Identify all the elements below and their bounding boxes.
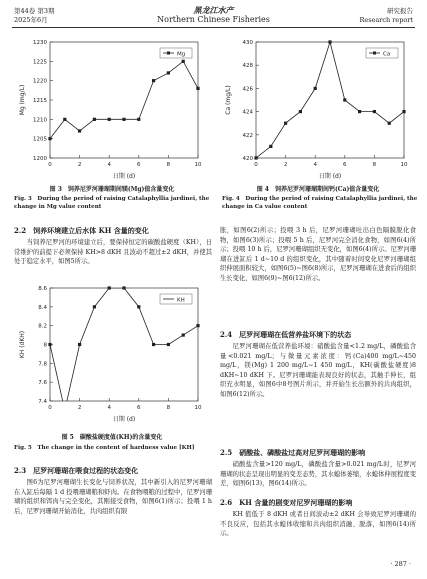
data-point: [254, 156, 257, 159]
x-tick-label: 8: [372, 162, 377, 168]
y-axis-label: KH (dKH): [19, 330, 26, 359]
series-line: [50, 61, 198, 138]
x-tick-label: 10: [194, 405, 202, 411]
x-tick-label: 4: [107, 405, 111, 411]
data-point: [152, 343, 155, 346]
legend-label: Ca: [383, 51, 391, 58]
x-axis-label: 日期 (d): [112, 173, 136, 180]
right-top-paragraph: 胀，如图6(2)所示；投喂 3 h 后，尼罗河珊瑚吐出白色隔膜脱化食物，如图6(3)所示；投喂 5 h 后，尼罗河完全消化食物，如图6(4)所示；投喂 10 h 后，尼罗河珊瑚组织无变化，如图6(4)所示。尼罗河珊瑚在进缸后 1 d~10 d 的组织变化，其中随着时间变化尼罗河珊瑚组织伸展面积较大，如图6(5)~图6(8)所示，尼罗河珊瑚在进食后的组织生长变化，如图6(9)~图6(12)所示。: [220, 227, 416, 282]
kh-chart: [16, 282, 206, 427]
x-tick-label: 4: [107, 162, 111, 168]
data-point: [167, 71, 170, 74]
y-tick-label: 422: [242, 132, 253, 139]
y-tick-label: 1210: [33, 117, 47, 124]
y-tick-label: 1230: [33, 40, 47, 46]
x-tick-label: 2: [283, 162, 288, 168]
data-point: [108, 118, 111, 121]
series-line: [256, 42, 404, 158]
data-point: [196, 87, 199, 90]
section-2-3-heading: 2.3 尼罗河珊瑚在喂食过程的状态变化: [14, 466, 139, 475]
legend-label: Mg: [177, 51, 186, 58]
data-point: [167, 343, 170, 346]
data-point: [63, 118, 66, 121]
section-2-3-body: [14, 478, 212, 516]
data-point: [343, 98, 346, 101]
data-point: [78, 343, 81, 346]
section-2-4-body: [220, 342, 416, 400]
section-2-2-body: [14, 238, 212, 267]
data-point: [358, 110, 361, 113]
y-tick-label: 430: [242, 40, 253, 46]
x-tick-label: 10: [194, 162, 202, 168]
data-point: [93, 118, 96, 121]
header-rule: [12, 27, 415, 28]
data-point: [152, 79, 155, 82]
mg-chart: [16, 36, 206, 184]
data-point: [269, 145, 272, 148]
y-axis-label: Ca (mg/L): [225, 85, 232, 115]
ca-chart: [222, 36, 412, 184]
section-2-2-paragraph: 当饲养尼罗河的环境建立后，要保持恒定的碳酸盐硬度（KH），日常维护的前提下必须保持 KH>8 dKH 且波动不超过±2 dKH，并使其处于稳定水平，如图5所示。: [14, 239, 212, 266]
right-top-body: [220, 226, 416, 284]
volume-label: 第44卷 第3期: [14, 7, 55, 15]
section-2-3-paragraph: 图6为尼罗河珊瑚生长变化与饲养状况，其中新引入的尼罗河珊瑚在入缸后每隔 1 d 投喂珊瑚粮和虾肉。在食物喂粮的过程中，尼罗河珊瑚的组织和饵肉与完全变化，其刚接受食物，如图6(1)所示；投喂 1 h 后，尼罗河珊瑚开始消化，共肉组织有限: [14, 479, 212, 515]
fig5-caption-en: Fig. 5 The change in the content of hardness value [KH]: [14, 445, 195, 451]
y-tick-label: 8.4: [38, 304, 47, 311]
data-point: [284, 122, 287, 125]
data-point: [48, 343, 51, 346]
y-tick-label: 1205: [33, 136, 47, 143]
data-point: [196, 324, 199, 327]
y-tick-label: 8: [43, 342, 47, 349]
y-tick-label: 1200: [33, 156, 47, 162]
type-en: Research report: [359, 16, 413, 24]
series-line: [50, 288, 198, 410]
x-tick-label: 0: [48, 405, 52, 411]
section-2-2-heading: 2.2 饲养环境建立后水体 KH 含量的变化: [14, 226, 149, 235]
section-2-5-heading: 2.5 硝酸盐、磷酸盐过高对尼罗河珊瑚的影响: [220, 448, 366, 457]
data-point: [182, 333, 185, 336]
section-2-6-paragraph: KH 值低于 8 dKH 或者日间波动±2 dKH 会导致尼罗河珊瑚的不良反应，包括其水螅体收缩和共肉组织消融、脱落，如图6(14)所示。: [220, 511, 416, 538]
data-point: [122, 286, 125, 289]
fig3-caption-en: Fig. 3 During the period of raising Catalaphyllia jardinei, the change in Mg value content: [14, 196, 210, 210]
y-tick-label: 428: [242, 63, 253, 70]
plot-frame: [50, 288, 198, 401]
x-axis-label: 日期 (d): [318, 173, 342, 180]
section-2-5-body: [220, 460, 416, 489]
fig5-caption-cn: 图 5 碳酸盐硬度值(KH)的含量变化: [61, 434, 163, 441]
y-tick-label: 420: [242, 156, 253, 162]
data-point: [388, 122, 391, 125]
x-tick-label: 10: [400, 162, 408, 168]
x-tick-label: 4: [313, 162, 317, 168]
data-point: [78, 129, 81, 132]
x-tick-label: 2: [77, 405, 82, 411]
y-axis-label: Mg (mg/L): [19, 84, 26, 116]
y-tick-label: 424: [242, 109, 253, 116]
x-tick-label: 2: [77, 162, 82, 168]
fig4-caption-en: Fig. 4 During the period of raising Catalaphyllia jardinei, the change in Ca value content: [222, 196, 418, 210]
y-tick-label: 426: [242, 86, 253, 93]
legend-marker: [167, 52, 170, 55]
page-number: · 287 ·: [390, 560, 411, 568]
x-tick-label: 0: [254, 162, 258, 168]
fig3-caption-cn: 图 3 饲养尼罗河珊瑚期间镁(Mg)值含量变化: [49, 186, 175, 193]
fig4-caption-cn: 图 4 饲养尼罗河珊瑚期间钙(Ca)值含量变化: [256, 186, 380, 193]
y-tick-label: 8.2: [38, 323, 47, 330]
data-point: [137, 305, 140, 308]
plot-frame: [256, 42, 404, 158]
data-point: [122, 118, 125, 121]
legend-marker: [373, 52, 376, 55]
data-point: [402, 110, 405, 113]
data-point: [373, 110, 376, 113]
data-point: [314, 87, 317, 90]
section-2-4-heading: 2.4 尼罗河珊瑚在低营养盐环境下的状态: [220, 330, 352, 339]
x-tick-label: 6: [137, 405, 141, 411]
x-tick-label: 6: [343, 162, 347, 168]
x-axis-label: 日期 (d): [112, 416, 136, 423]
data-point: [182, 60, 185, 63]
journal-en: Northern Chinese Fisheries: [157, 15, 270, 24]
date-label: 2025年6月: [14, 16, 48, 24]
data-point: [108, 286, 111, 289]
y-tick-label: 7.8: [38, 361, 47, 368]
section-2-6-body: [220, 510, 416, 539]
y-tick-label: 1225: [33, 59, 47, 66]
data-point: [137, 118, 140, 121]
y-tick-label: 7.4: [38, 399, 47, 405]
y-tick-label: 1215: [33, 98, 47, 104]
y-tick-label: 1220: [33, 78, 47, 85]
data-point: [93, 305, 96, 308]
section-2-4-paragraph: 尼罗河珊瑚在低营养盐环境：硝酸盐含量<1.2 mg/L，磷酸盐含量<0.021 mg/L；与微量元素浓度：钙(Ca)400 mg/L~450 mg/L，镁(Mg) 1 200 mg/L~1 450 mg/L，KH(碳酸盐硬度)8 dKH~10 dKH 下。尼罗河珊瑚能表现良好的状态，其触手伸长，组织充水明显，如图6中8号图片所示，并开始生长出额外的共肉组织，如图6(12)所示。: [220, 343, 416, 398]
type-cn: 研究报告: [387, 7, 413, 15]
x-tick-label: 8: [166, 162, 171, 168]
legend-label: KH: [177, 297, 185, 304]
y-tick-label: 8.6: [38, 286, 47, 292]
y-tick-label: 7.6: [38, 380, 47, 387]
data-point: [48, 137, 51, 140]
section-2-5-paragraph: 硝酸盐含量>120 mg/L，磷酸盐含量>0.021 mg/L时，尼罗河珊瑚的状态呈现出明显的变差态势，其水螅体萎缩，水螅体伸展程度变差，如图6(13)，图6(14)所示。: [220, 461, 416, 488]
section-2-6-heading: 2.6 KH 含量的剧变对尼罗河珊瑚的影响: [220, 498, 353, 507]
data-point: [328, 40, 331, 43]
x-tick-label: 8: [166, 405, 171, 411]
plot-frame: [50, 42, 198, 158]
journal-cn: 黑龙江水产: [193, 5, 234, 15]
x-tick-label: 0: [48, 162, 52, 168]
x-tick-label: 6: [137, 162, 141, 168]
data-point: [299, 110, 302, 113]
